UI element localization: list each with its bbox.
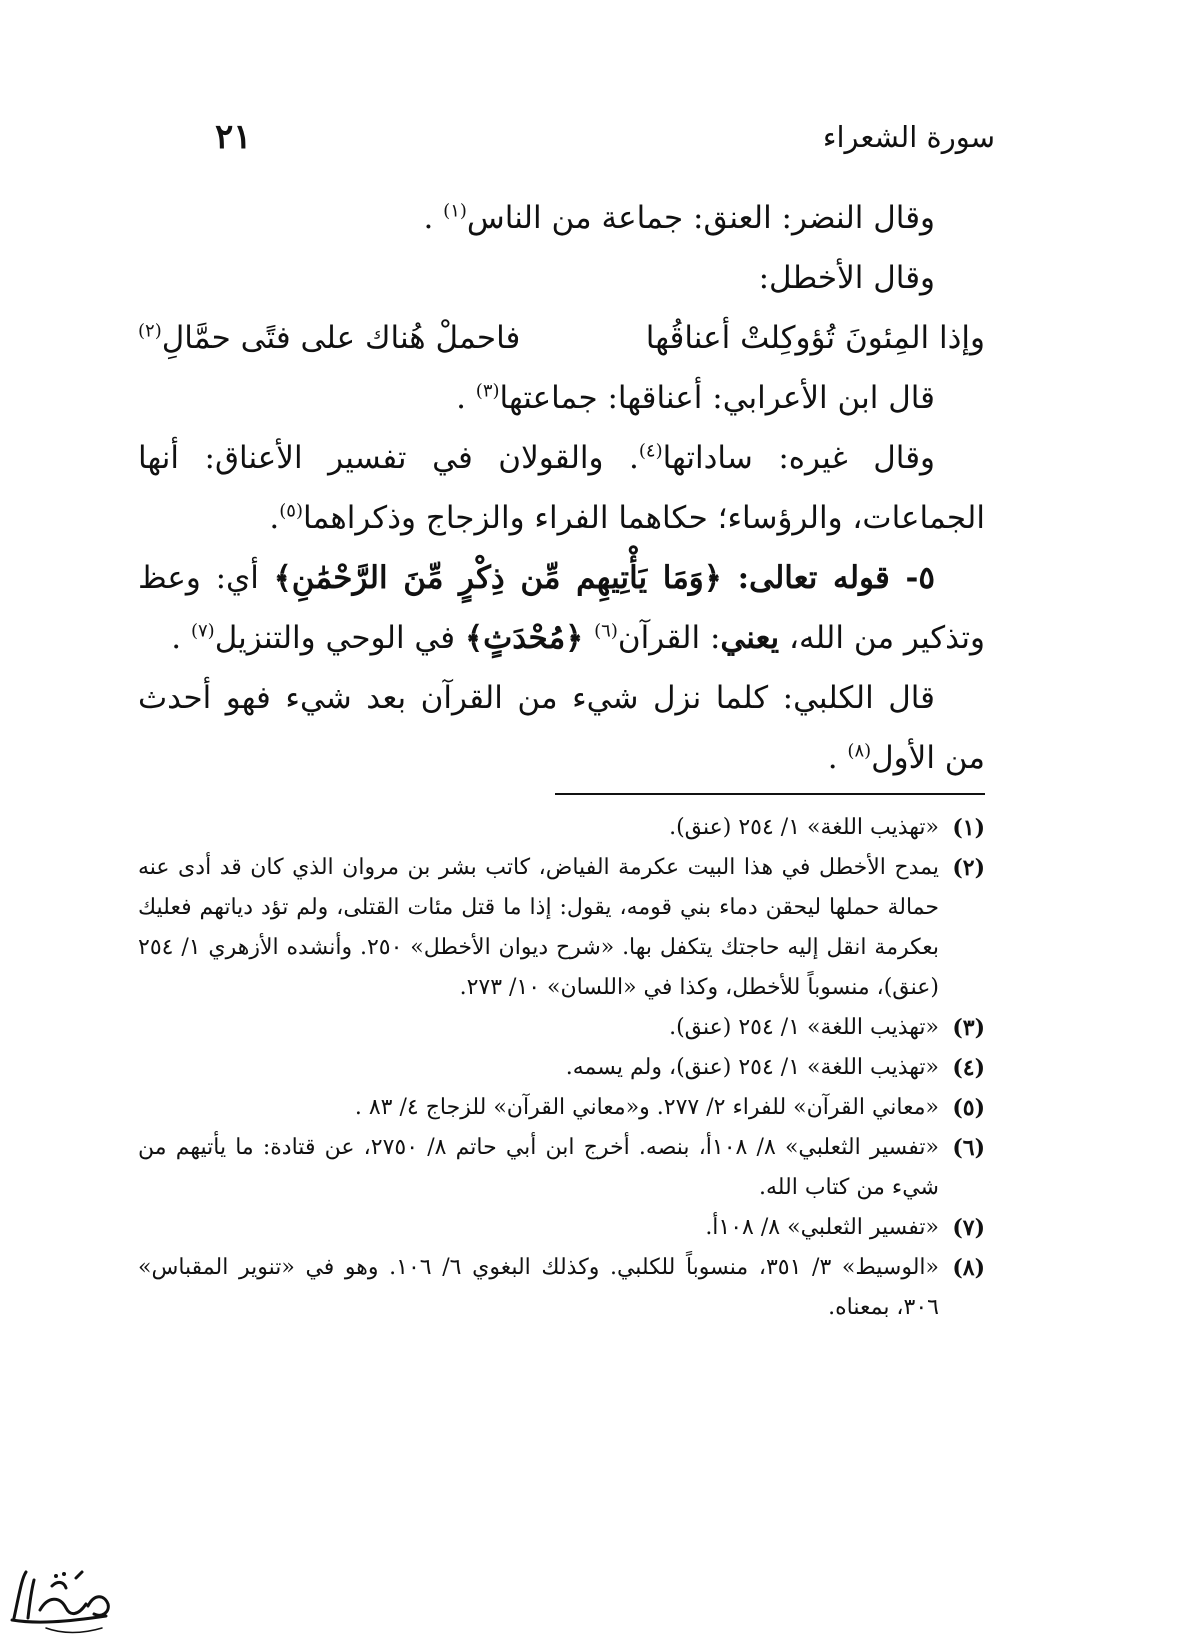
- p3-text: قال ابن الأعرابي: أعناقها: جماعتها: [499, 380, 935, 416]
- p5-text-b: يعني: [720, 620, 780, 656]
- footnote-ref-2[interactable]: (٢): [138, 320, 162, 342]
- quran-ayah-2: ﴿مُحْدَثٍ﴾: [464, 620, 595, 656]
- footnote-text: «تهذيب اللغة» ١/ ٢٥٤ (عنق).: [669, 815, 939, 840]
- footnote-ref-7[interactable]: (٧): [190, 620, 215, 642]
- p5-text-a: أي: وعظ وتذكير من الله،: [138, 560, 985, 656]
- verse-second-hemistich: فاحملْ هُناك على فتًى حمَّالِ: [161, 320, 521, 356]
- p4-text-b: . والقولان في تفسير الأعناق: أنها الجماعات، والرؤساء؛ حكاهما الفراء والزجاج وذكراهما: [138, 440, 985, 536]
- footnote-text: يمدح الأخطل في هذا البيت عكرمة الفياض، كاتب بشر بن مروان الذي كان قد أدى عنه حمالة حملها ليحقن دماء بني قومه، يقول: إذا ما قتل مئات القتلى، ولم تؤد دياتهم فعليك بعكرمة انقل إليه حاجتك يتكفل بها. «شرح ديوان الأخطل» ٢٥٠. وأنشده الأزهري ١/ ٢٥٤ (عنق)، منسوباً للأخطل، وكذا في «اللسان» ١٠/ ٢٧٣.: [138, 855, 940, 1000]
- publisher-logo: [6, 1560, 116, 1640]
- footnote-ref-6[interactable]: (٦): [594, 620, 618, 642]
- surah-title: سورة الشعراء: [822, 120, 995, 154]
- paragraph-3: [138, 368, 985, 428]
- page-number: ٢١: [215, 117, 252, 157]
- footnote-ref-4[interactable]: (٤): [638, 440, 663, 462]
- footnote-text: «تهذيب اللغة» ١/ ٢٥٤ (عنق)، ولم يسمه.: [565, 1055, 939, 1080]
- footnote-number: (٨): [952, 1255, 985, 1281]
- footnote-7: [138, 1208, 985, 1248]
- footnotes: [138, 808, 985, 1328]
- p1-end: .: [423, 200, 444, 236]
- p4-text-a: وقال غيره: ساداتها: [662, 440, 936, 476]
- footnote-ref-8[interactable]: (٨): [847, 740, 872, 762]
- footnote-number: (٣): [952, 1015, 985, 1041]
- p5-heading: ٥- قوله تعالى:: [721, 560, 935, 596]
- footnote-divider: [555, 793, 985, 795]
- main-text: [138, 188, 985, 788]
- p3-end: .: [456, 380, 476, 416]
- p5-text-c: : القرآن: [617, 620, 721, 656]
- paragraph-2: [138, 248, 985, 308]
- footnote-text: «تفسير الثعلبي» ٨/ ١٠٨أ.: [705, 1215, 939, 1240]
- footnote-text: «تفسير الثعلبي» ٨/ ١٠٨أ، بنصه. أخرج ابن أبي حاتم ٨/ ٢٧٥٠، عن قتادة: ما يأتيهم من شيء من كتاب الله.: [138, 1135, 940, 1200]
- footnote-number: (٦): [952, 1135, 985, 1161]
- calligraphy-logo-icon: [6, 1560, 116, 1640]
- paragraph-1: [138, 188, 985, 248]
- p6-end: .: [827, 740, 848, 776]
- footnote-ref-5[interactable]: (٥): [279, 500, 303, 522]
- footnote-6: [138, 1128, 985, 1208]
- footnote-ref-1[interactable]: (١): [443, 200, 467, 222]
- footnote-number: (١): [952, 815, 985, 841]
- p5-text-d: في الوحي والتنزيل: [214, 620, 465, 656]
- footnote-2: [138, 848, 985, 1008]
- footnote-text: «تهذيب اللغة» ١/ ٢٥٤ (عنق).: [669, 1015, 939, 1040]
- footnote-ref-3[interactable]: (٣): [475, 380, 500, 402]
- footnote-3: [138, 1008, 985, 1048]
- footnote-number: (٥): [952, 1095, 985, 1121]
- p1-text: وقال النضر: العنق: جماعة من الناس: [466, 200, 935, 236]
- footnote-5: [138, 1088, 985, 1128]
- footnote-4: [138, 1048, 985, 1088]
- paragraph-5: [138, 548, 985, 668]
- p5-end: .: [171, 620, 191, 656]
- footnote-text: «معاني القرآن» للفراء ٢/ ٢٧٧. و«معاني القرآن» للزجاج ٤/ ٨٣ .: [354, 1095, 939, 1120]
- quran-ayah-1: ﴿وَمَا يَأْتِيهِم مِّن ذِكْرٍ مِّنَ الرَّحْمَٰنِ﴾: [273, 560, 722, 596]
- page-header: [215, 112, 995, 162]
- verse-first-hemistich: وإذا المِئونَ تُؤوكِلتْ أعناقُها: [645, 320, 985, 356]
- footnote-8: [138, 1248, 985, 1328]
- footnote-number: (٧): [952, 1215, 985, 1241]
- footnote-number: (٤): [952, 1055, 985, 1081]
- footnote-text: «الوسيط» ٣/ ٣٥١، منسوباً للكلبي. وكذلك البغوي ٦/ ١٠٦. وهو في «تنوير المقباس» ٣٠٦، بمعناه.: [138, 1255, 939, 1320]
- paragraph-4: [138, 428, 985, 548]
- paragraph-6: [138, 668, 985, 788]
- footnote-1: [138, 808, 985, 848]
- footnote-number: (٢): [952, 855, 985, 881]
- p4-end: .: [269, 500, 280, 536]
- verse-second-hemistich-wrap: [138, 308, 520, 368]
- poem-verse: [138, 308, 985, 368]
- p6-text: قال الكلبي: كلما نزل شيء من القرآن بعد شيء فهو أحدث من الأول: [138, 680, 985, 776]
- p2-text: وقال الأخطل:: [758, 260, 935, 296]
